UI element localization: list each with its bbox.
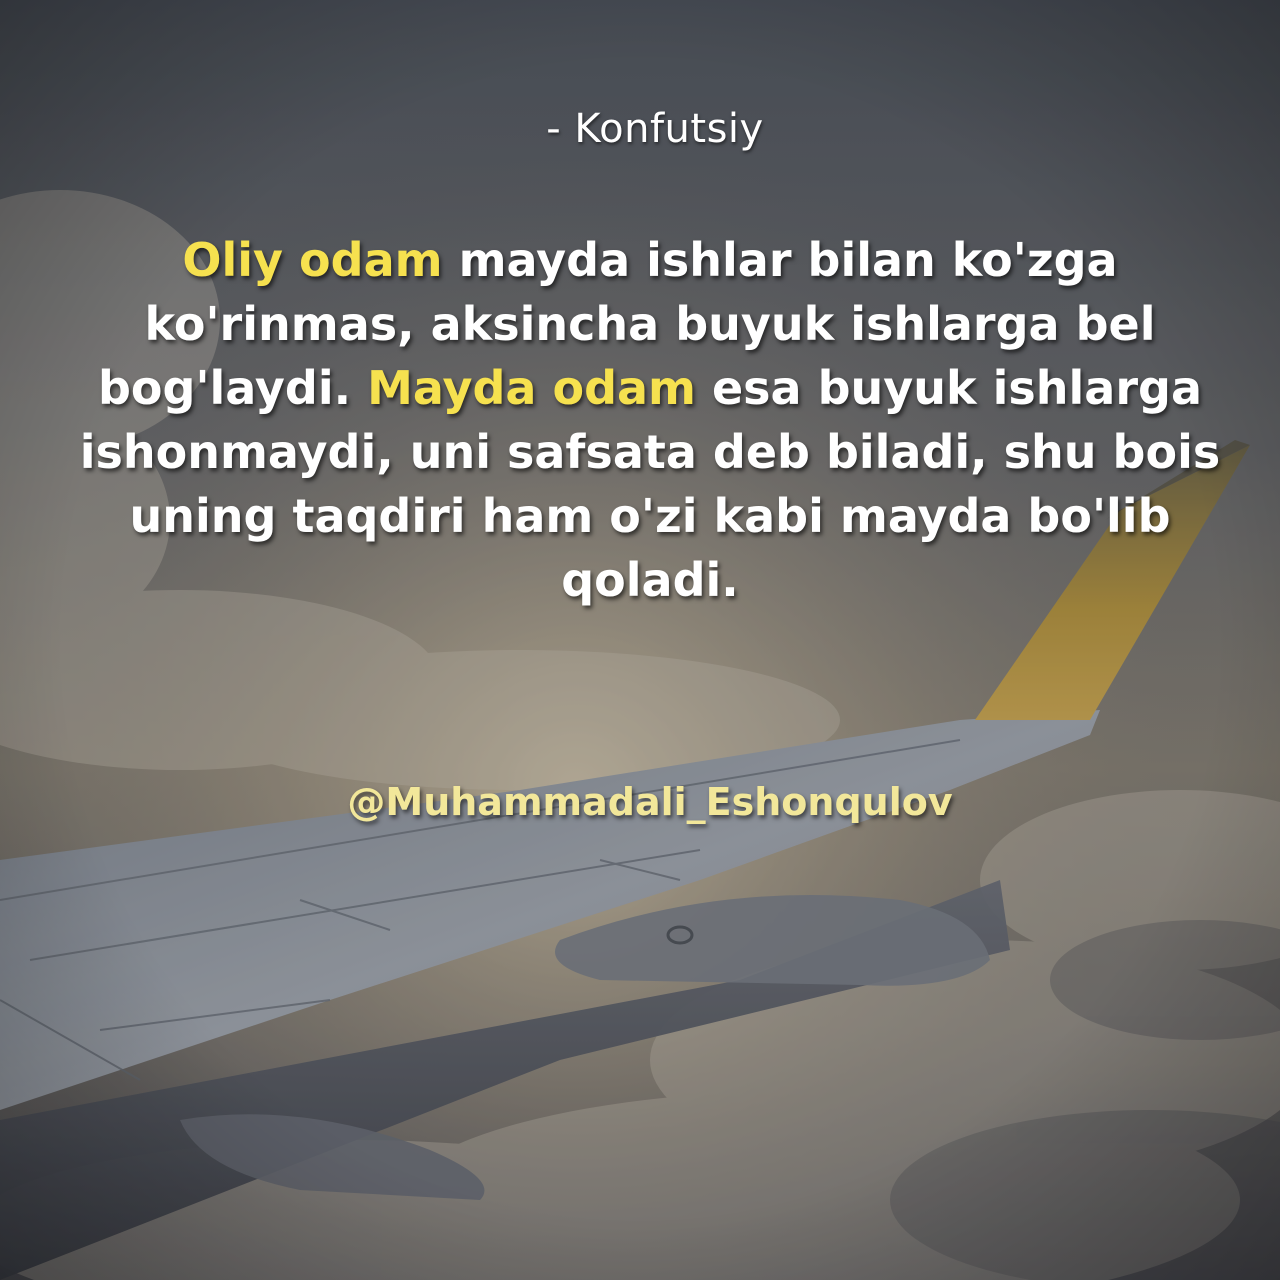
quote-highlight-1: Oliy odam <box>182 233 443 287</box>
quote-text <box>70 228 1230 612</box>
quote-highlight-2: Mayda odam <box>367 361 696 415</box>
author-handle: @Muhammadali_Eshonqulov <box>347 780 953 824</box>
quote-segment-4: esa buyuk ishlarga ishonmaydi, uni safsata deb biladi, shu bois uning taqdiri ham o'zi kabi mayda bo'lib qoladi. <box>79 361 1221 607</box>
quote-segment-2: mayda ishlar bilan ko'zga ko'rinmas, aksincha buyuk ishlarga bel bog'laydi. <box>97 233 1156 415</box>
author-attribution: - Konfutsiy <box>546 106 764 152</box>
